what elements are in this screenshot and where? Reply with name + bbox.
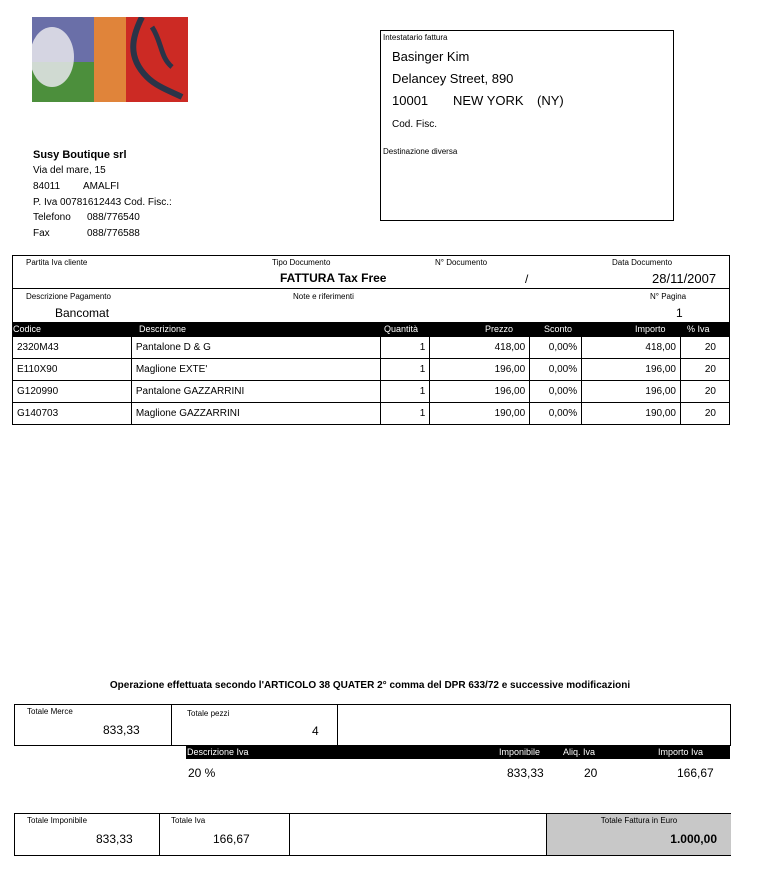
aliq-iva-value: 20 [584, 766, 598, 780]
cell-codice: E110X90 [13, 359, 132, 381]
recipient-cod-fisc-label: Cod. Fisc. [392, 119, 438, 130]
recipient-street: Delancey Street, 890 [392, 71, 514, 86]
cell-sconto: 0,00% [530, 359, 582, 381]
totale-imponibile-label: Totale Imponibile [27, 816, 88, 825]
recipient-city: NEW YORK [453, 93, 524, 108]
cell-prezzo: 196,00 [430, 359, 530, 381]
company-fax: 088/776588 [87, 228, 140, 239]
importo-iva-label: Importo Iva [658, 747, 704, 757]
pagamento-value: Bancomat [55, 306, 110, 320]
table-row [13, 337, 730, 359]
totals-final-box [14, 813, 731, 856]
company-phone: 088/776540 [87, 212, 140, 223]
cell-quantita: 1 [381, 403, 430, 425]
desc-iva-value: 20 % [188, 766, 216, 780]
cell-importo: 196,00 [582, 359, 681, 381]
totals-divider-1 [171, 705, 172, 745]
recipient-dest-label: Destinazione diversa [383, 147, 458, 156]
items-table [12, 336, 730, 425]
recipient-province: (NY) [537, 93, 564, 108]
imponibile-value: 833,33 [507, 766, 544, 780]
document-info-box [12, 255, 730, 323]
cell-importo: 190,00 [582, 403, 681, 425]
importo-iva-value: 166,67 [677, 766, 714, 780]
data-documento-label: Data Documento [612, 258, 673, 267]
desc-iva-label: Descrizione Iva [187, 747, 249, 757]
cell-codice: 2320M43 [13, 337, 132, 359]
table-row [13, 359, 730, 381]
col-sconto: Sconto [544, 324, 573, 334]
cell-prezzo: 418,00 [430, 337, 530, 359]
cell-importo: 418,00 [582, 337, 681, 359]
pagamento-label: Descrizione Pagamento [26, 292, 111, 301]
totale-iva-value: 166,67 [213, 832, 250, 846]
cell-descrizione: Maglione GAZZARRINI [131, 403, 381, 425]
cell-descrizione: Pantalone GAZZARRINI [131, 381, 381, 403]
cell-iva: 20 [681, 403, 730, 425]
totals-merce-box [14, 704, 731, 746]
totale-iva-label: Totale Iva [171, 816, 206, 825]
totale-merce-value: 833,33 [103, 723, 140, 737]
aliq-iva-label: Aliq. Iva [563, 747, 596, 757]
final-divider-2 [289, 814, 290, 855]
cell-importo: 196,00 [582, 381, 681, 403]
totale-imponibile-value: 833,33 [96, 832, 133, 846]
recipient-zip: 10001 [392, 93, 429, 108]
cell-descrizione: Maglione EXTE' [131, 359, 381, 381]
pagina-label: N° Pagina [650, 292, 687, 301]
col-descrizione: Descrizione [139, 324, 187, 334]
totals-divider-2 [337, 705, 338, 745]
cell-codice: G120990 [13, 381, 132, 403]
partita-iva-label: Partita Iva cliente [26, 258, 88, 267]
table-row [13, 381, 730, 403]
items-header-bar [12, 323, 730, 336]
company-name: Susy Boutique srl [33, 149, 127, 161]
recipient-label: Intestatario fattura [383, 33, 448, 42]
cell-prezzo: 190,00 [430, 403, 530, 425]
company-address: Via del mare, 15 [33, 165, 106, 176]
totale-fattura-label: Totale Fattura in Euro [600, 816, 678, 825]
cell-iva: 20 [681, 359, 730, 381]
tipo-documento-value: FATTURA Tax Free [280, 271, 387, 285]
recipient-name: Basinger Kim [392, 49, 470, 64]
totale-fattura-value: 1.000,00 [670, 832, 717, 846]
col-importo: Importo [635, 324, 666, 334]
col-iva: % Iva [687, 324, 710, 334]
company-zip: 84011 [33, 181, 61, 192]
company-city: AMALFI [83, 181, 120, 192]
company-vat: P. Iva 00781612443 Cod. Fisc.: [33, 197, 172, 208]
cell-sconto: 0,00% [530, 403, 582, 425]
col-prezzo: Prezzo [485, 324, 514, 334]
cell-quantita: 1 [381, 381, 430, 403]
company-logo [32, 17, 188, 102]
pagina-value: 1 [676, 306, 683, 320]
numero-documento-label: N° Documento [435, 258, 488, 267]
cell-descrizione: Pantalone D & G [131, 337, 381, 359]
cell-quantita: 1 [381, 337, 430, 359]
cell-codice: G140703 [13, 403, 132, 425]
note-label: Note e riferimenti [293, 292, 354, 301]
tax-notice: Operazione effettuata secondo l'ARTICOLO 38 QUATER 2° comma del DPR 633/72 e successive modificazioni [109, 680, 631, 691]
tipo-documento-label: Tipo Documento [272, 258, 331, 267]
logo-artwork [32, 17, 188, 102]
imponibile-label: Imponibile [499, 747, 541, 757]
cell-iva: 20 [681, 381, 730, 403]
col-codice: Codice [13, 324, 42, 334]
document-info-divider [13, 288, 729, 289]
totale-merce-label: Totale Merce [27, 707, 73, 716]
recipient-box [380, 30, 674, 221]
company-fax-label: Fax [33, 228, 50, 239]
totale-fattura-cell [546, 814, 731, 855]
cell-quantita: 1 [381, 359, 430, 381]
totale-pezzi-label: Totale pezzi [187, 709, 230, 718]
table-row [13, 403, 730, 425]
numero-documento-separator: / [525, 272, 529, 286]
totale-pezzi-value: 4 [312, 724, 319, 738]
cell-sconto: 0,00% [530, 337, 582, 359]
data-documento-value: 28/11/2007 [652, 271, 717, 286]
cell-iva: 20 [681, 337, 730, 359]
cell-prezzo: 196,00 [430, 381, 530, 403]
iva-header-bar [186, 746, 730, 759]
company-phone-label: Telefono [33, 212, 71, 223]
cell-sconto: 0,00% [530, 381, 582, 403]
final-divider-1 [159, 814, 160, 855]
col-quantita: Quantità [384, 324, 419, 334]
